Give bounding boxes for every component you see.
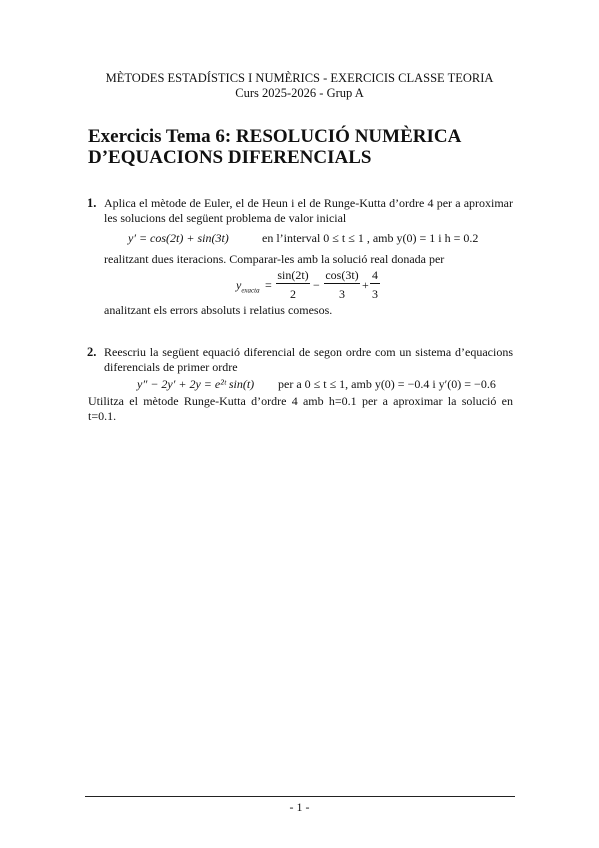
exercise-1-text-line4: analitzant els errors absoluts i relatius comesos. bbox=[104, 303, 333, 317]
exact-y-letter: y bbox=[236, 278, 242, 292]
page-number: - 1 - bbox=[289, 800, 310, 814]
page-title-line1: Exercicis Tema 6: RESOLUCIÓ NUMÈRICA bbox=[88, 126, 462, 147]
frac1-numerator: sin(2t) bbox=[277, 268, 309, 282]
exercise-1-number: 1. bbox=[87, 196, 97, 210]
exercise-2-text-line4: t=0.1. bbox=[88, 409, 117, 423]
exercise-1-equation: y′ = cos(2t) + sin(3t) bbox=[128, 231, 229, 245]
frac3-denominator: 3 bbox=[372, 287, 378, 301]
frac2-bar bbox=[324, 283, 360, 284]
exercise-2-number: 2. bbox=[87, 345, 97, 359]
exact-equals: = bbox=[265, 278, 272, 292]
frac3-bar bbox=[370, 283, 380, 284]
header-course-year-group: Curs 2025-2026 - Grup A bbox=[235, 86, 364, 100]
formula-plus: + bbox=[362, 278, 369, 292]
exercise-1-text-line3: realitzant dues iteracions. Comparar-les amb la solució real donada per bbox=[104, 252, 445, 266]
header-course-title: MÈTODES ESTADÍSTICS I NUMÈRICS - EXERCICIS CLASSE TEORIA bbox=[105, 71, 494, 85]
exercise-2-text-line3: Utilitza el mètode Runge-Kutta d’ordre 4 amb h=0.1 per a aproximar la solució en bbox=[88, 394, 513, 408]
frac1-denominator: 2 bbox=[290, 287, 296, 301]
frac1-bar bbox=[276, 283, 310, 284]
footer-rule bbox=[85, 796, 515, 797]
exact-y-symbol bbox=[236, 278, 260, 294]
exercise-1-text-line1: Aplica el mètode de Euler, el de Heun i el de Runge-Kutta d’ordre 4 per a aproximar bbox=[104, 196, 513, 210]
frac2-numerator: cos(3t) bbox=[325, 268, 359, 282]
exercise-2-text-line1: Reescriu la següent equació diferencial de segon ordre com un sistema d’equacions bbox=[104, 345, 513, 359]
exact-y-subscript: exacta bbox=[241, 286, 260, 295]
page-title-line2: D’EQUACIONS DIFERENCIALS bbox=[88, 147, 372, 168]
formula-minus: − bbox=[313, 278, 320, 292]
frac3-numerator: 4 bbox=[372, 268, 378, 282]
frac2-denominator: 3 bbox=[339, 287, 345, 301]
exercise-2-equation: y″ − 2y′ + 2y = e²ᵗ sin(t) bbox=[137, 377, 255, 391]
exercise-1-text-line2: les solucions del següent problema de valor inicial bbox=[104, 211, 347, 225]
exercise-2-conditions: per a 0 ≤ t ≤ 1, amb y(0) = −0.4 i y′(0) = −0.6 bbox=[278, 377, 496, 391]
exercise-1-interval: en l’interval 0 ≤ t ≤ 1 , amb y(0) = 1 i h = 0.2 bbox=[262, 231, 479, 245]
exercise-2-text-line2: diferencials de primer ordre bbox=[104, 360, 238, 374]
